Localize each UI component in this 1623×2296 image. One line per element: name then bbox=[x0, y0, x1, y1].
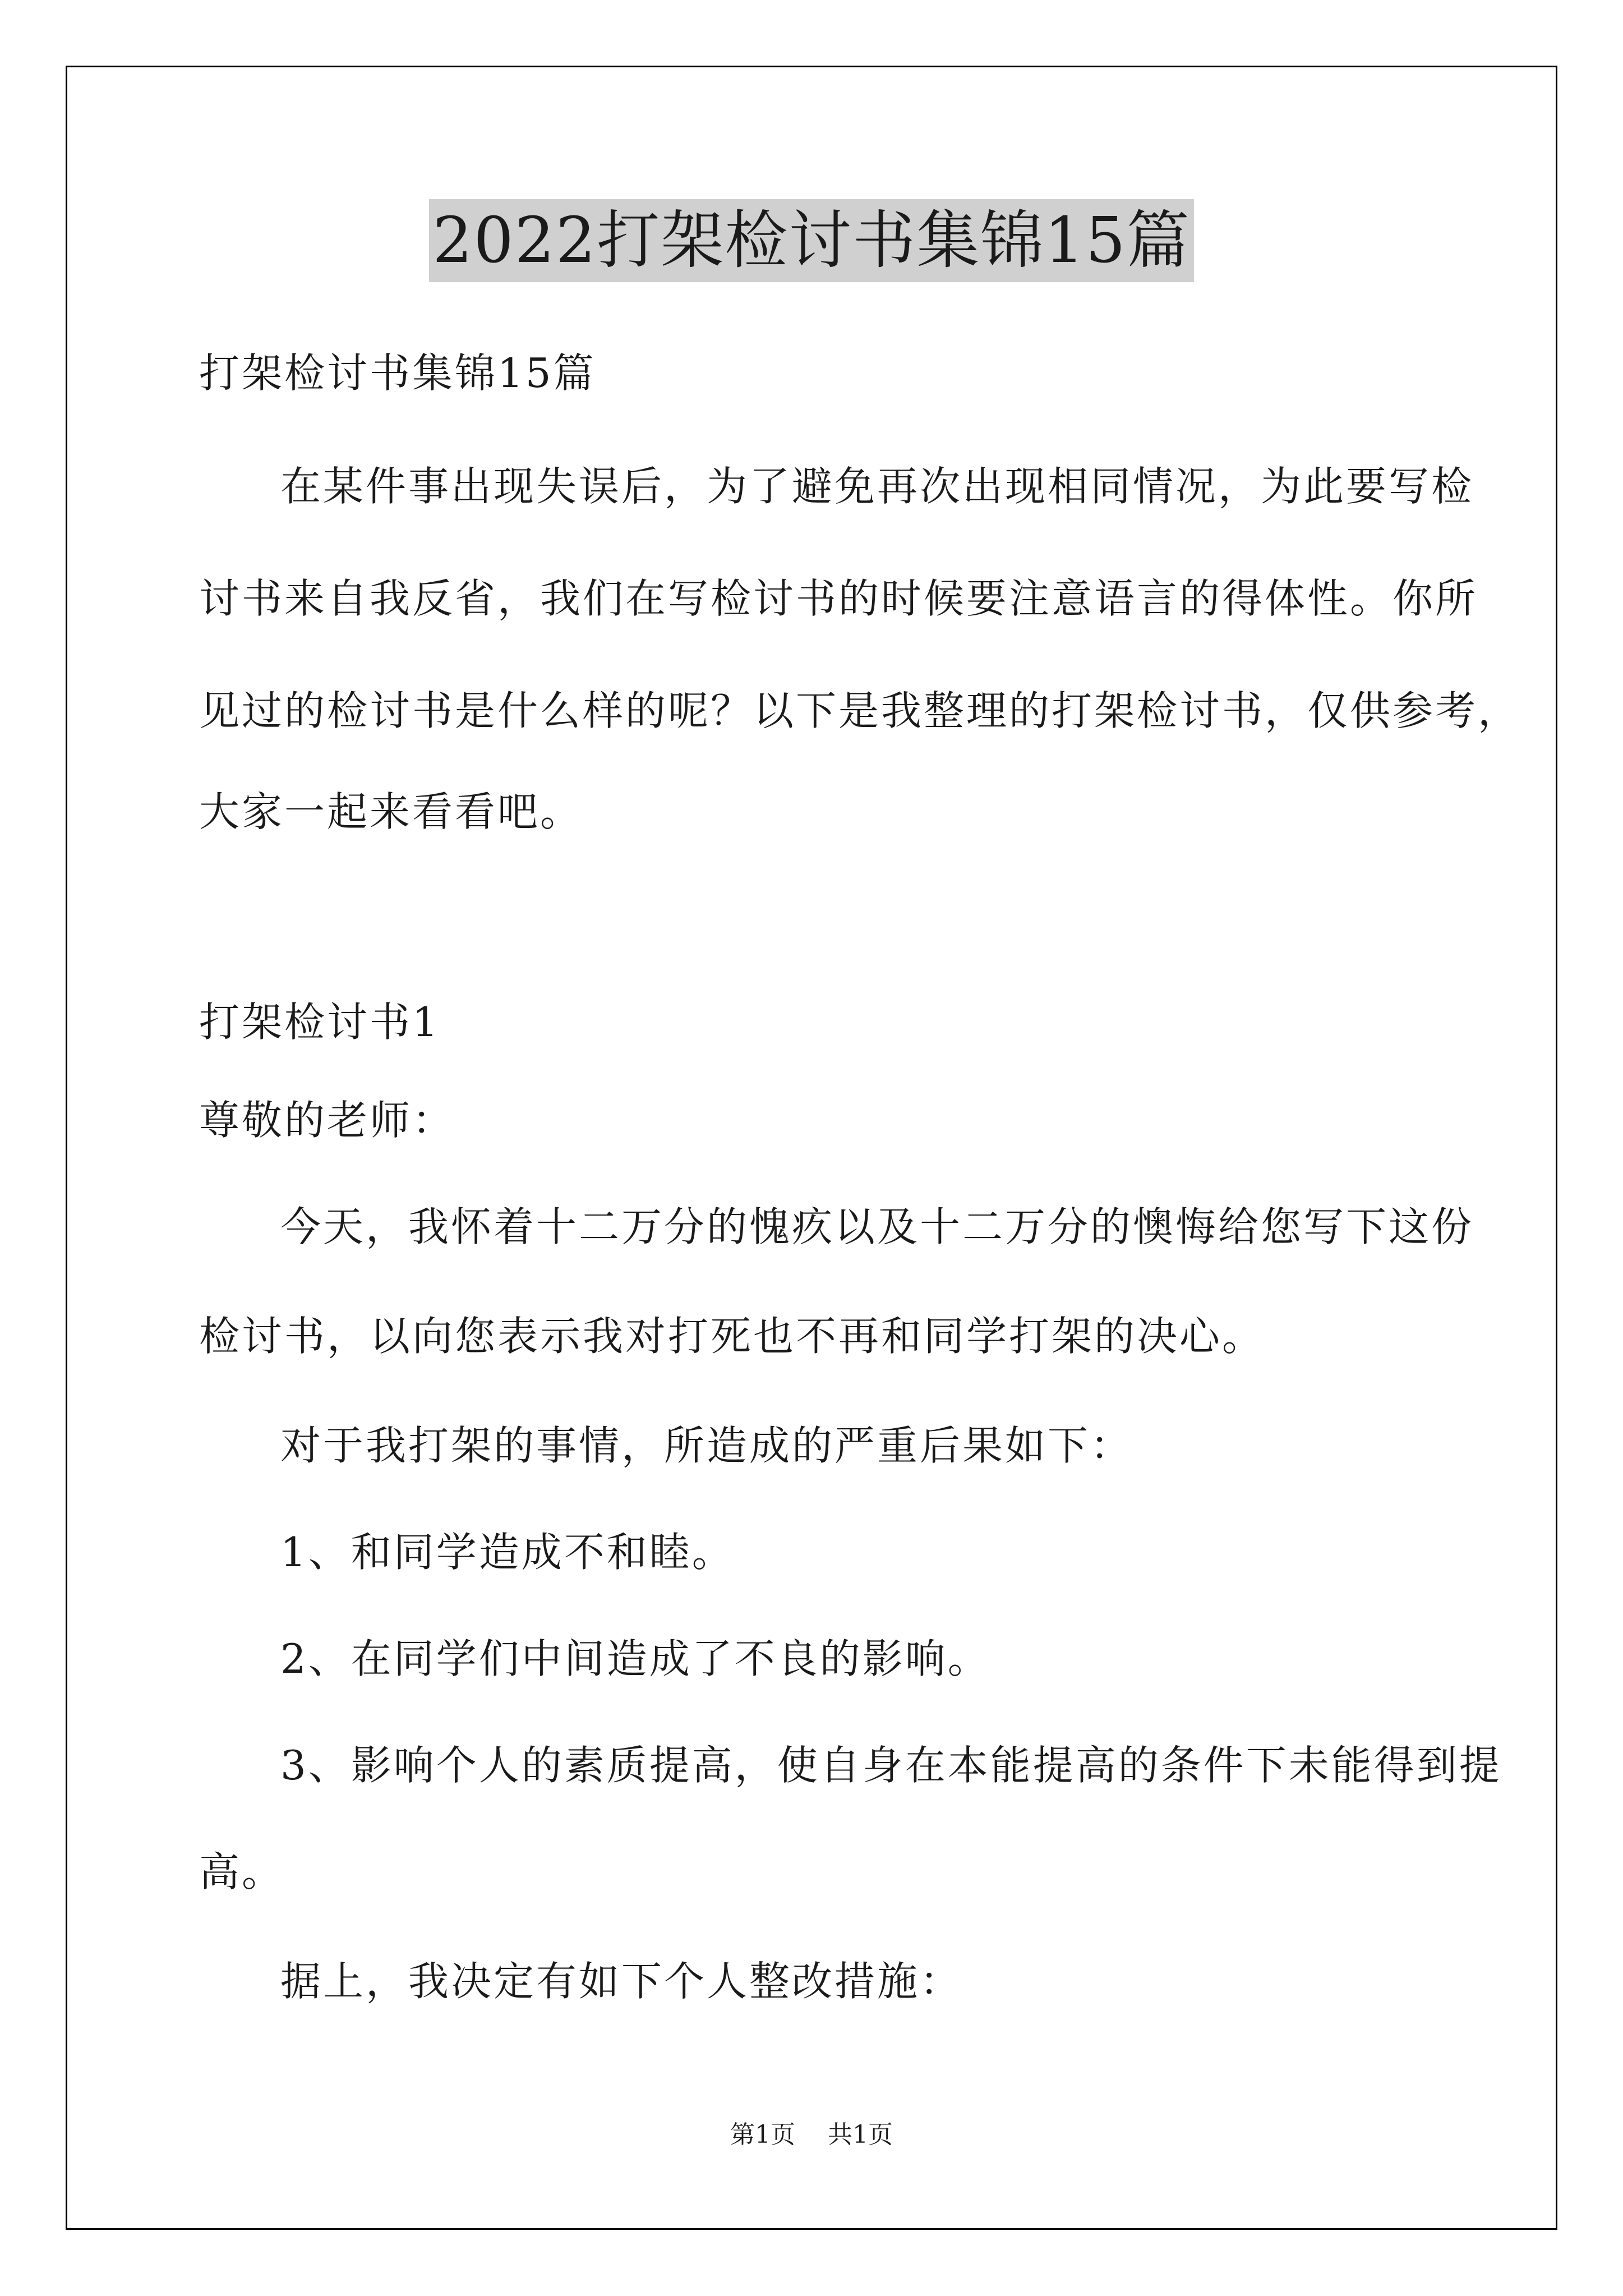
paragraph-line: 讨书来自我反省，我们在写检讨书的时候要注意语言的得体性。你所 bbox=[199, 575, 1478, 622]
list-item: 2、在同学们中间造成了不良的影响。 bbox=[280, 1635, 990, 1682]
paragraph-line: 对于我打架的事情，所造成的严重后果如下： bbox=[280, 1422, 1133, 1469]
section-heading: 打架检讨书1 bbox=[199, 999, 440, 1046]
page-footer bbox=[0, 2119, 1623, 2151]
document-title: 2022打架检讨书集锦15篇 bbox=[429, 199, 1194, 282]
paragraph-line: 大家一起来看看吧。 bbox=[199, 788, 583, 835]
paragraph-line: 见过的检讨书是什么样的呢？以下是我整理的打架检讨书，仅供参考， bbox=[199, 687, 1521, 734]
paragraph-line: 据上，我决定有如下个人整改措施： bbox=[280, 1958, 963, 2005]
list-item-continuation: 高。 bbox=[199, 1848, 285, 1895]
page-total: 共1页 bbox=[828, 2120, 893, 2149]
title-container bbox=[0, 199, 1623, 282]
salutation-line: 尊敬的老师： bbox=[199, 1097, 455, 1144]
paragraph-line: 今天，我怀着十二万分的愧疚以及十二万分的懊悔给您写下这份 bbox=[280, 1203, 1474, 1250]
list-item: 3、影响个人的素质提高，使自身在本能提高的条件下未能得到提 bbox=[280, 1742, 1502, 1789]
subtitle-line: 打架检讨书集锦15篇 bbox=[199, 349, 596, 397]
page-number: 第1页 bbox=[730, 2120, 795, 2149]
list-item: 1、和同学造成不和睦。 bbox=[280, 1529, 735, 1576]
paragraph-line: 在某件事出现失误后，为了避免再次出现相同情况，为此要写检 bbox=[280, 463, 1474, 510]
paragraph-line: 检讨书，以向您表示我对打死也不再和同学打架的决心。 bbox=[199, 1313, 1265, 1360]
